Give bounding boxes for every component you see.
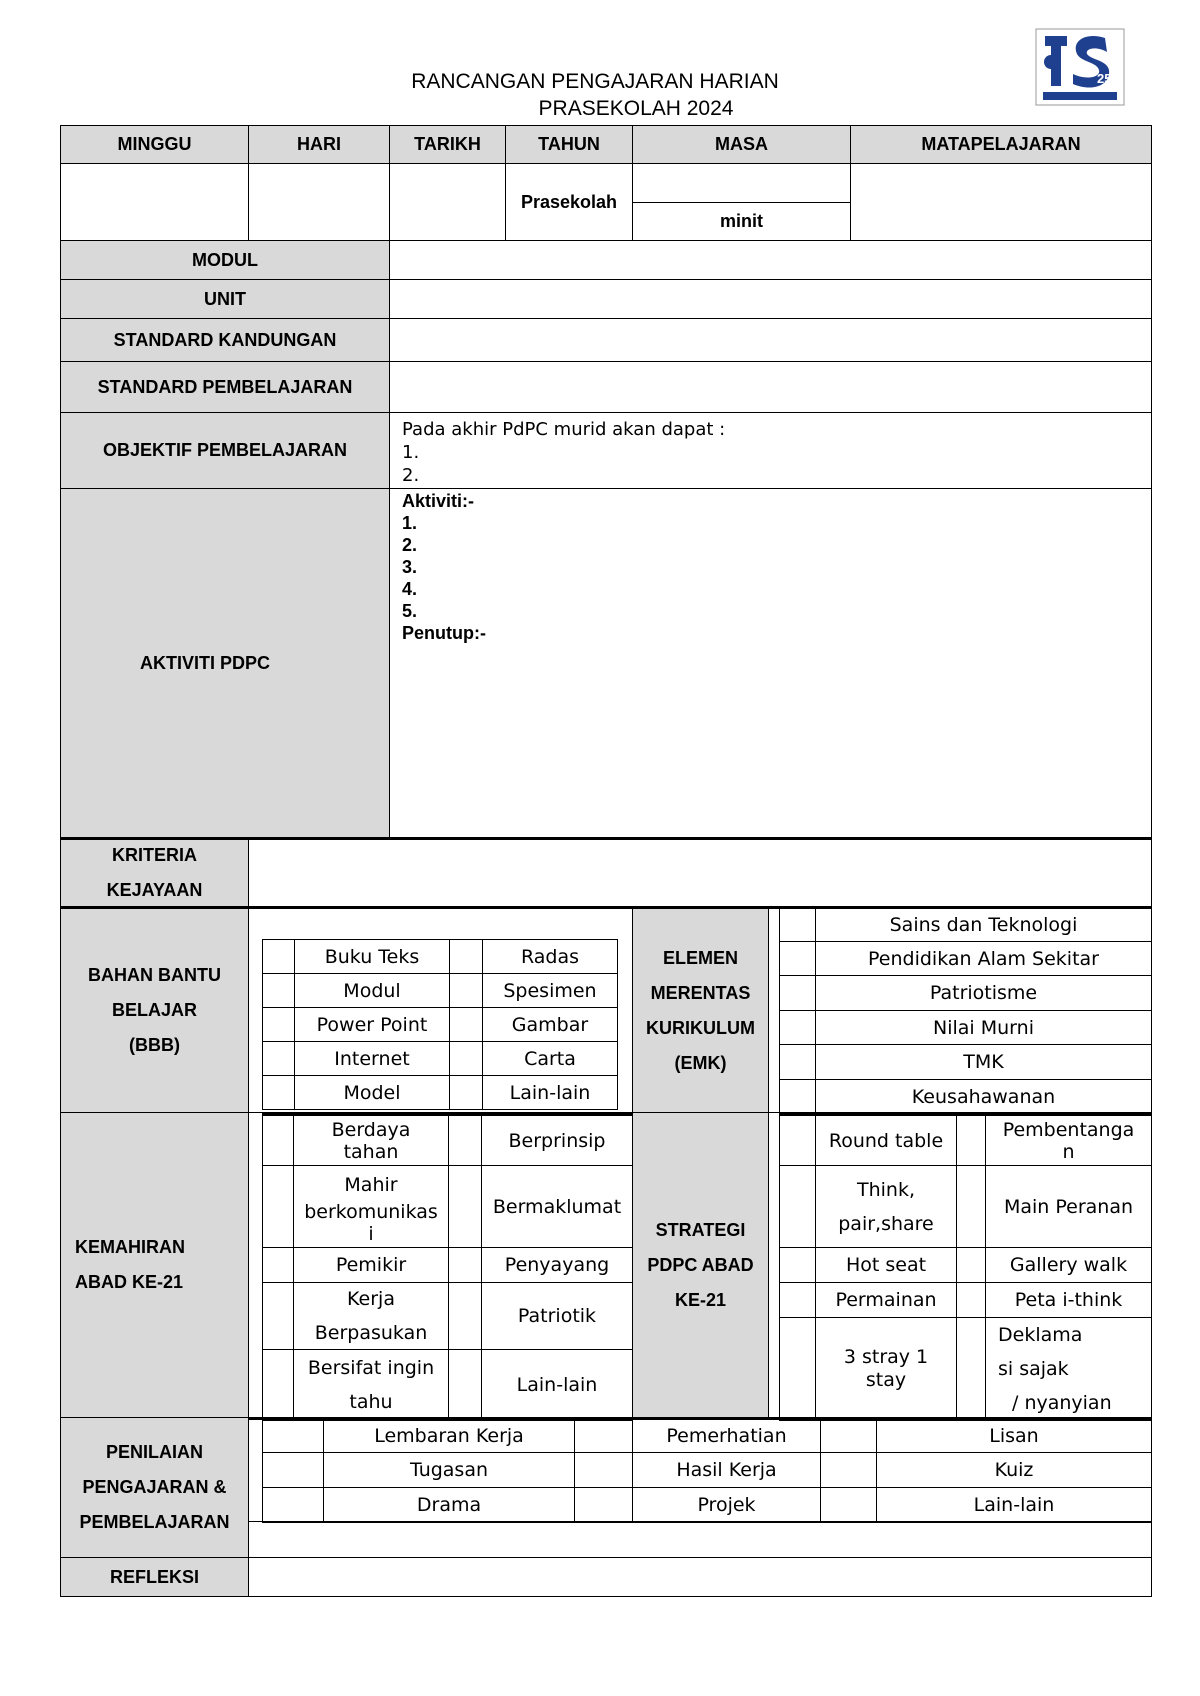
penilaian-item: Drama — [323, 1487, 575, 1523]
abad-item-text: Berpasukan — [314, 1322, 428, 1344]
emk-checkbox[interactable] — [779, 1010, 816, 1045]
strategi-checkbox[interactable] — [956, 1247, 986, 1283]
abad-item-text: Kerja — [347, 1288, 395, 1310]
abad-checkbox[interactable] — [448, 1349, 482, 1421]
aktiviti-item: 1. — [402, 513, 418, 533]
strategi-label — [632, 1112, 769, 1418]
strategi-item-text: n — [1062, 1140, 1075, 1163]
school-logo — [1035, 28, 1125, 106]
aktiviti-list — [402, 490, 486, 644]
emk-label-1: ELEMEN — [662, 947, 738, 968]
strategi-item: Gallery walk — [985, 1247, 1152, 1283]
penilaian-item: Hasil Kerja — [632, 1452, 821, 1488]
unit-field[interactable] — [389, 279, 1152, 319]
emk-checkbox[interactable] — [779, 1079, 816, 1114]
bbb-item: Buku Teks — [294, 939, 450, 974]
strategi-item — [815, 1165, 957, 1248]
bbb-item: Lain-lain — [482, 1075, 618, 1110]
penilaian-checkbox[interactable] — [574, 1452, 633, 1488]
abad-item — [293, 1349, 449, 1421]
penutup-heading: Penutup:- — [402, 623, 486, 643]
penilaian-item: Projek — [632, 1487, 821, 1523]
strategi-item-text: stay — [865, 1369, 907, 1391]
abad-checkbox[interactable] — [262, 1349, 294, 1421]
bbb-item: Modul — [294, 973, 450, 1008]
aktiviti-item: 2. — [402, 535, 418, 555]
abad-item: Berprinsip — [481, 1115, 633, 1166]
emk-label-3: KURIKULUM — [646, 1017, 755, 1038]
col-masa: MASA — [632, 125, 851, 164]
penilaian-checkbox[interactable] — [820, 1417, 877, 1453]
bbb-checkbox[interactable] — [262, 939, 295, 974]
minggu-field[interactable] — [60, 163, 249, 241]
bbb-checkbox[interactable] — [262, 1007, 295, 1042]
masa-field[interactable] — [632, 163, 851, 203]
abad-checkbox[interactable] — [448, 1115, 482, 1166]
strategi-checkbox[interactable] — [956, 1282, 986, 1318]
bbb-checkbox[interactable] — [449, 1007, 483, 1042]
penilaian-checkbox[interactable] — [574, 1417, 633, 1453]
abad-item-text: Bersifat ingin — [307, 1357, 435, 1379]
penilaian-checkbox[interactable] — [820, 1452, 877, 1488]
emk-checkbox[interactable] — [779, 941, 816, 976]
col-tarikh: TARIKH — [389, 125, 506, 164]
strategi-label-2: PDPC ABAD — [647, 1254, 754, 1275]
strategi-checkbox[interactable] — [779, 1317, 816, 1421]
col-hari: HARI — [248, 125, 390, 164]
emk-grid — [779, 906, 1152, 1113]
strategi-grid — [779, 1112, 1152, 1418]
abad-label-2: ABAD KE-21 — [75, 1272, 184, 1292]
bbb-grid — [262, 939, 618, 1111]
bbb-checkbox[interactable] — [262, 1041, 295, 1076]
objektif-item-1: 1. — [402, 442, 420, 463]
penilaian-label-2: PENGAJARAN & — [82, 1477, 227, 1497]
penilaian-checkbox[interactable] — [262, 1452, 324, 1488]
kriteria-field[interactable] — [248, 837, 1152, 907]
emk-item: Keusahawanan — [815, 1079, 1152, 1114]
lesson-plan-form — [60, 125, 1152, 1597]
unit-label: UNIT — [60, 279, 390, 319]
abad-grid — [262, 1112, 633, 1418]
abad-checkbox[interactable] — [262, 1282, 294, 1350]
emk-label — [632, 906, 769, 1113]
refleksi-label: REFLEKSI — [60, 1557, 249, 1597]
abad-checkbox[interactable] — [262, 1115, 294, 1166]
abad-item — [293, 1165, 449, 1248]
strategi-checkbox[interactable] — [779, 1165, 816, 1248]
bbb-label-3: (BBB) — [129, 1035, 180, 1055]
bbb-label-1: BAHAN BANTU — [88, 965, 221, 985]
hari-field[interactable] — [248, 163, 390, 241]
strategi-item: Main Peranan — [985, 1165, 1152, 1248]
bbb-label-2: BELAJAR — [111, 1000, 197, 1020]
title-line-1: RANCANGAN PENGAJARAN HARIAN — [411, 70, 779, 93]
strategi-checkbox[interactable] — [956, 1165, 986, 1248]
penilaian-item: Lembaran Kerja — [323, 1417, 575, 1453]
strategi-item-text: Pembentanga — [1002, 1118, 1135, 1141]
matapelajaran-field[interactable] — [850, 163, 1152, 241]
strategi-checkbox[interactable] — [779, 1115, 816, 1166]
abad-label — [60, 1112, 249, 1418]
aktiviti-item: 5. — [402, 601, 418, 621]
penilaian-label-3: PEMBELAJARAN — [79, 1512, 230, 1532]
strategi-item — [985, 1115, 1152, 1166]
strategi-checkbox[interactable] — [956, 1317, 986, 1421]
aktiviti-item: 3. — [402, 557, 418, 577]
bbb-label — [60, 906, 249, 1113]
abad-item-text: berkomunikas — [304, 1200, 438, 1223]
abad-item: Bermaklumat — [481, 1165, 633, 1248]
abad-item-text: tahu — [349, 1391, 393, 1413]
strategi-item-text: si sajak — [998, 1358, 1069, 1380]
emk-item: TMK — [815, 1044, 1152, 1080]
aktiviti-heading: Aktiviti:- — [402, 491, 474, 511]
penilaian-label — [60, 1417, 249, 1558]
modul-label: MODUL — [60, 240, 390, 280]
aktiviti-field[interactable] — [389, 488, 1152, 838]
objektif-item-2: 2. — [402, 465, 420, 486]
col-matapelajaran: MATAPELAJARAN — [850, 125, 1152, 164]
penilaian-item: Kuiz — [876, 1452, 1152, 1488]
logo-number: 25 — [1097, 71, 1112, 86]
strategi-label-3: KE-21 — [674, 1289, 727, 1310]
bbb-item: Spesimen — [482, 973, 618, 1008]
tarikh-field[interactable] — [389, 163, 506, 241]
abad-item-text: tahan — [343, 1140, 399, 1163]
penilaian-checkbox[interactable] — [262, 1487, 324, 1523]
strategi-item-text: 3 stray 1 — [843, 1346, 929, 1368]
abad-checkbox[interactable] — [448, 1247, 482, 1283]
kriteria-label-2: KEJAYAAN — [106, 880, 203, 900]
masa-unit: minit — [632, 202, 851, 241]
penilaian-item: Pemerhatian — [632, 1417, 821, 1453]
strategi-item: Round table — [815, 1115, 957, 1166]
penilaian-checkbox[interactable] — [574, 1487, 633, 1523]
bbb-item: Power Point — [294, 1007, 450, 1042]
bbb-item: Carta — [482, 1041, 618, 1076]
penilaian-item: Tugasan — [323, 1452, 575, 1488]
strategi-item: Hot seat — [815, 1247, 957, 1283]
strategi-checkbox[interactable] — [956, 1115, 986, 1166]
emk-checkbox[interactable] — [779, 906, 816, 942]
abad-checkbox[interactable] — [262, 1165, 294, 1248]
penilaian-notes-field[interactable] — [248, 1521, 1152, 1558]
objektif-label: OBJEKTIF PEMBELAJARAN — [60, 412, 390, 489]
bbb-checkbox[interactable] — [449, 1075, 483, 1110]
aktiviti-label: AKTIVITI PDPC — [60, 488, 390, 838]
bbb-item: Radas — [482, 939, 618, 974]
abad-item-text: Mahir — [344, 1173, 398, 1196]
abad-item-text: Berdaya — [331, 1118, 411, 1141]
standard-pembelajaran-field[interactable] — [389, 361, 1152, 413]
standard-pembelajaran-label: STANDARD PEMBELAJARAN — [60, 361, 390, 413]
abad-item: Lain-lain — [481, 1349, 633, 1421]
strategi-item: Peta i-think — [985, 1282, 1152, 1318]
bbb-checkbox[interactable] — [449, 973, 483, 1008]
standard-kandungan-label: STANDARD KANDUNGAN — [60, 318, 390, 362]
standard-kandungan-field[interactable] — [389, 318, 1152, 362]
strategi-item — [815, 1317, 957, 1421]
bbb-checkbox[interactable] — [262, 973, 295, 1008]
kriteria-label — [60, 837, 249, 907]
abad-checkbox[interactable] — [448, 1282, 482, 1350]
emk-label-2: MERENTAS — [650, 982, 751, 1003]
abad-checkbox[interactable] — [448, 1165, 482, 1248]
bbb-checkbox[interactable] — [262, 1075, 295, 1110]
penilaian-checkbox[interactable] — [820, 1487, 877, 1523]
abad-item-text: i — [368, 1222, 374, 1245]
abad-item: Pemikir — [293, 1247, 449, 1283]
strategi-item-text: pair,share — [838, 1212, 934, 1235]
strategi-item-text: / nyanyian — [1012, 1392, 1112, 1414]
abad-item: Penyayang — [481, 1247, 633, 1283]
emk-item: Patriotisme — [815, 975, 1152, 1011]
refleksi-field[interactable] — [248, 1557, 1152, 1597]
abad-label-1: KEMAHIRAN — [75, 1237, 185, 1257]
bbb-checkbox[interactable] — [449, 1041, 483, 1076]
strategi-checkbox[interactable] — [779, 1247, 816, 1283]
penilaian-label-1: PENILAIAN — [105, 1442, 203, 1462]
strategi-item — [985, 1317, 1152, 1421]
strategi-item: Permainan — [815, 1282, 957, 1318]
strategi-label-1: STRATEGI — [655, 1219, 746, 1240]
penilaian-checkbox[interactable] — [262, 1417, 324, 1453]
strategi-item-text: Deklama — [998, 1324, 1083, 1346]
abad-checkbox[interactable] — [262, 1247, 294, 1283]
emk-label-4: (EMK) — [674, 1052, 727, 1073]
bbb-checkbox[interactable] — [449, 939, 483, 974]
strategi-item-text: Think, — [856, 1178, 915, 1201]
penilaian-item: Lain-lain — [876, 1487, 1152, 1523]
bbb-item: Gambar — [482, 1007, 618, 1042]
abad-item — [293, 1115, 449, 1166]
objektif-intro: Pada akhir PdPC murid akan dapat : — [402, 419, 726, 440]
abad-gap — [248, 1112, 263, 1418]
abad-item: Patriotik — [481, 1282, 633, 1350]
strategi-checkbox[interactable] — [779, 1282, 816, 1318]
emk-checkbox[interactable] — [779, 1044, 816, 1080]
title-line-2: PRASEKOLAH 2024 — [538, 97, 734, 120]
kriteria-label-1: KRITERIA — [112, 845, 197, 865]
bbb-item: Internet — [294, 1041, 450, 1076]
emk-item: Nilai Murni — [815, 1010, 1152, 1045]
abad-item — [293, 1282, 449, 1350]
col-minggu: MINGGU — [60, 125, 249, 164]
penilaian-item: Lisan — [876, 1417, 1152, 1453]
tahun-value: Prasekolah — [505, 163, 633, 241]
col-tahun: TAHUN — [505, 125, 633, 164]
aktiviti-item: 4. — [402, 579, 418, 599]
penilaian-grid — [262, 1417, 1152, 1522]
emk-item: Pendidikan Alam Sekitar — [815, 941, 1152, 976]
emk-checkbox[interactable] — [779, 975, 816, 1011]
modul-field[interactable] — [389, 240, 1152, 280]
bbb-item: Model — [294, 1075, 450, 1110]
emk-item: Sains dan Teknologi — [815, 906, 1152, 942]
